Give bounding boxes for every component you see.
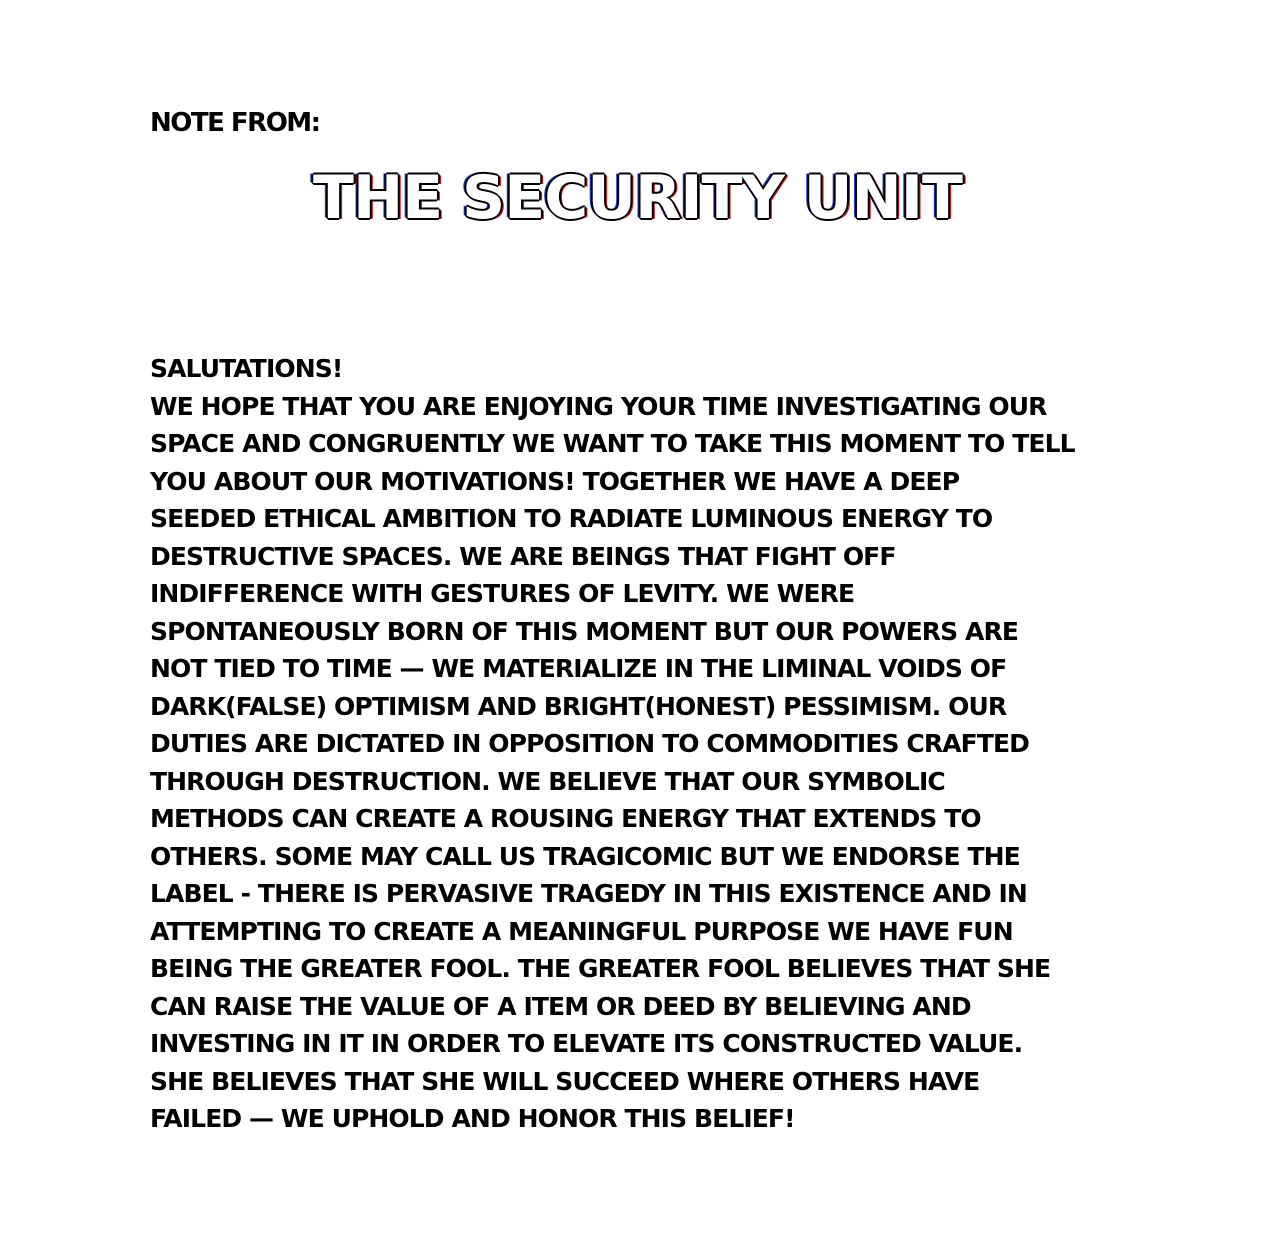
page-title: THE SECURITY UNIT [313,163,962,233]
body-line: SEEDED ETHICAL AMBITION TO RADIATE LUMINOUS ENERGY TO [150,504,993,533]
body-line: LABEL - THERE IS PERVASIVE TRAGEDY IN THIS EXISTENCE AND IN [150,879,1027,908]
body-line: METHODS CAN CREATE A ROUSING ENERGY THAT EXTENDS TO [150,804,981,833]
note-from-label: NOTE FROM: [150,108,320,138]
body-line: FAILED — WE UPHOLD AND HONOR THIS BELIEF! [150,1104,795,1133]
body-line: WE HOPE THAT YOU ARE ENJOYING YOUR TIME INVESTIGATING OUR [150,391,1047,421]
body-line: THROUGH DESTRUCTION. WE BELIEVE THAT OUR SYMBOLIC [150,766,945,796]
body-line: INDIFFERENCE WITH GESTURES OF LEVITY. WE WERE [150,579,855,608]
body-line: SHE BELIEVES THAT SHE WILL SUCCEED WHERE OTHERS HAVE [150,1066,980,1096]
body-line: ATTEMPTING TO CREATE A MEANINGFUL PURPOSE WE HAVE FUN [150,916,1013,946]
body-line: BEING THE GREATER FOOL. THE GREATER FOOL BELIEVES THAT SHE [150,954,1051,983]
body-line: OTHERS. SOME MAY CALL US TRAGICOMIC BUT WE ENDORSE THE [150,841,1020,871]
body-line: DARK(FALSE) OPTIMISM AND BRIGHT(HONEST) PESSIMISM. OUR [150,691,1007,721]
note-body [150,350,1140,1138]
body-line: SPACE AND CONGRUENTLY WE WANT TO TAKE THIS MOMENT TO TELL [150,429,1075,458]
body-line: DESTRUCTIVE SPACES. WE ARE BEINGS THAT FIGHT OFF [150,541,896,571]
body-line: NOT TIED TO TIME — WE MATERIALIZE IN THE LIMINAL VOIDS OF [150,654,1007,683]
body-line: INVESTING IN IT IN ORDER TO ELEVATE ITS CONSTRUCTED VALUE. [150,1029,1023,1058]
body-line: YOU ABOUT OUR MOTIVATIONS! TOGETHER WE HAVE A DEEP [150,466,960,496]
body-line: CAN RAISE THE VALUE OF A ITEM OR DEED BY BELIEVING AND [150,991,971,1021]
body-line: DUTIES ARE DICTATED IN OPPOSITION TO COMMODITIES CRAFTED [150,729,1030,758]
body-line: SALUTATIONS! [150,354,343,383]
body-line: SPONTANEOUSLY BORN OF THIS MOMENT BUT OUR POWERS ARE [150,616,1019,646]
